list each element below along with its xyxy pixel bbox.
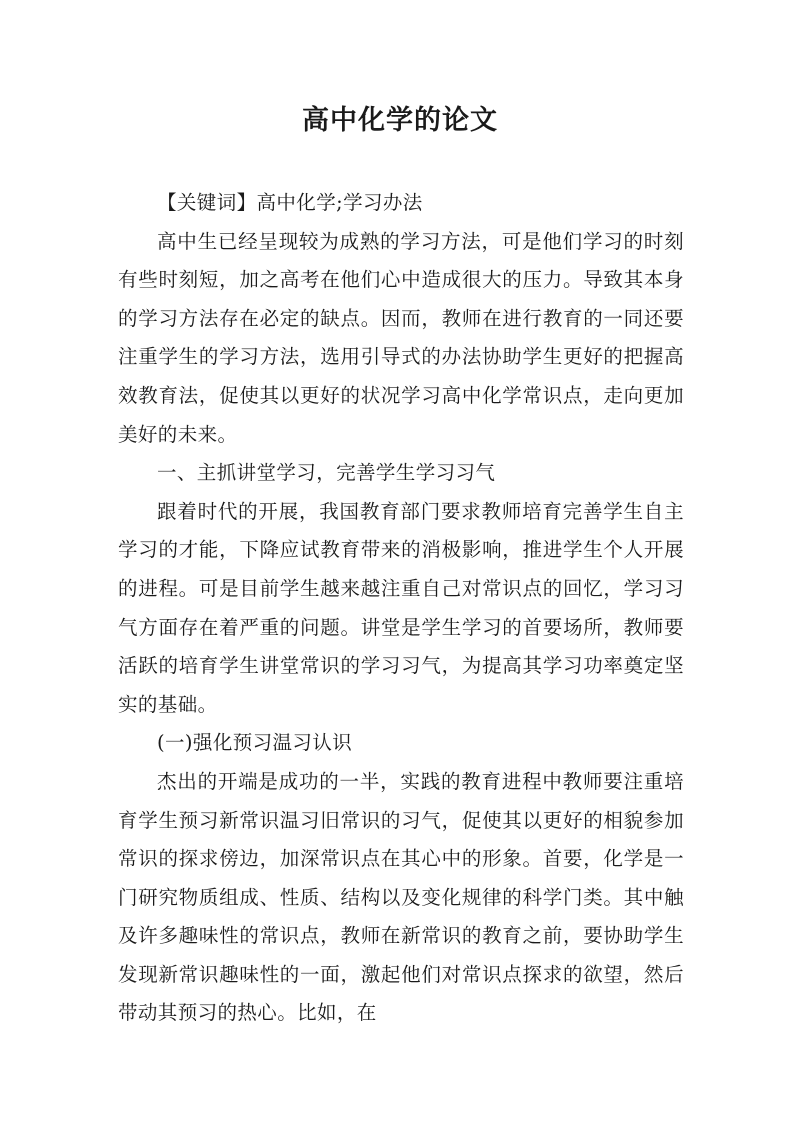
body-paragraph: 高中生已经呈现较为成熟的学习方法，可是他们学习的时刻有些时刻短，加之高考在他们心中造成很大的压力。导致其本身的学习方法存在必定的缺点。因而，教师在进行教育的一同还要注重学生的学习方法，选用引导式的办法协助学生更好的把握高效教育法，促使其以更好的状况学习高中化学常识点，走向更加美好的未来。 <box>118 229 684 446</box>
subsection-heading: (一)强化预习温习认识 <box>157 731 353 755</box>
body-paragraph: 跟着时代的开展，我国教育部门要求教师培育完善学生自主学习的才能，下降应试教育带来的消极影响，推进学生个人开展的进程。可是目前学生越来越注重自己对常识点的回忆，学习习气方面存在着严重的问题。讲堂是学生学习的首要场所，教师要活跃的培育学生讲堂常识的学习习气，为提高其学习功率奠定坚实的基础。 <box>118 499 684 716</box>
keywords-paragraph: 【关键词】高中化学;学习办法 <box>157 191 423 214</box>
body-paragraph: 杰出的开端是成功的一半，实践的教育进程中教师要注重培育学生预习新常识温习旧常识的习气，促使其以更好的相貌参加常识的探求傍边，加深常识点在其心中的形象。首要，化学是一门研究物质组成、性质、结构以及变化规律的科学门类。其中触及许多趣味性的常识点，教师在新常识的教育之前，要协助学生发现新常识趣味性的一面，激起他们对常识点探求的欲望，然后带动其预习的热心。比如，在 <box>118 769 684 1025</box>
section-heading: 一、主抓讲堂学习，完善学生学习习气 <box>157 461 496 485</box>
document-title: 高中化学的论文 <box>302 105 498 136</box>
document-body <box>118 184 684 1033</box>
